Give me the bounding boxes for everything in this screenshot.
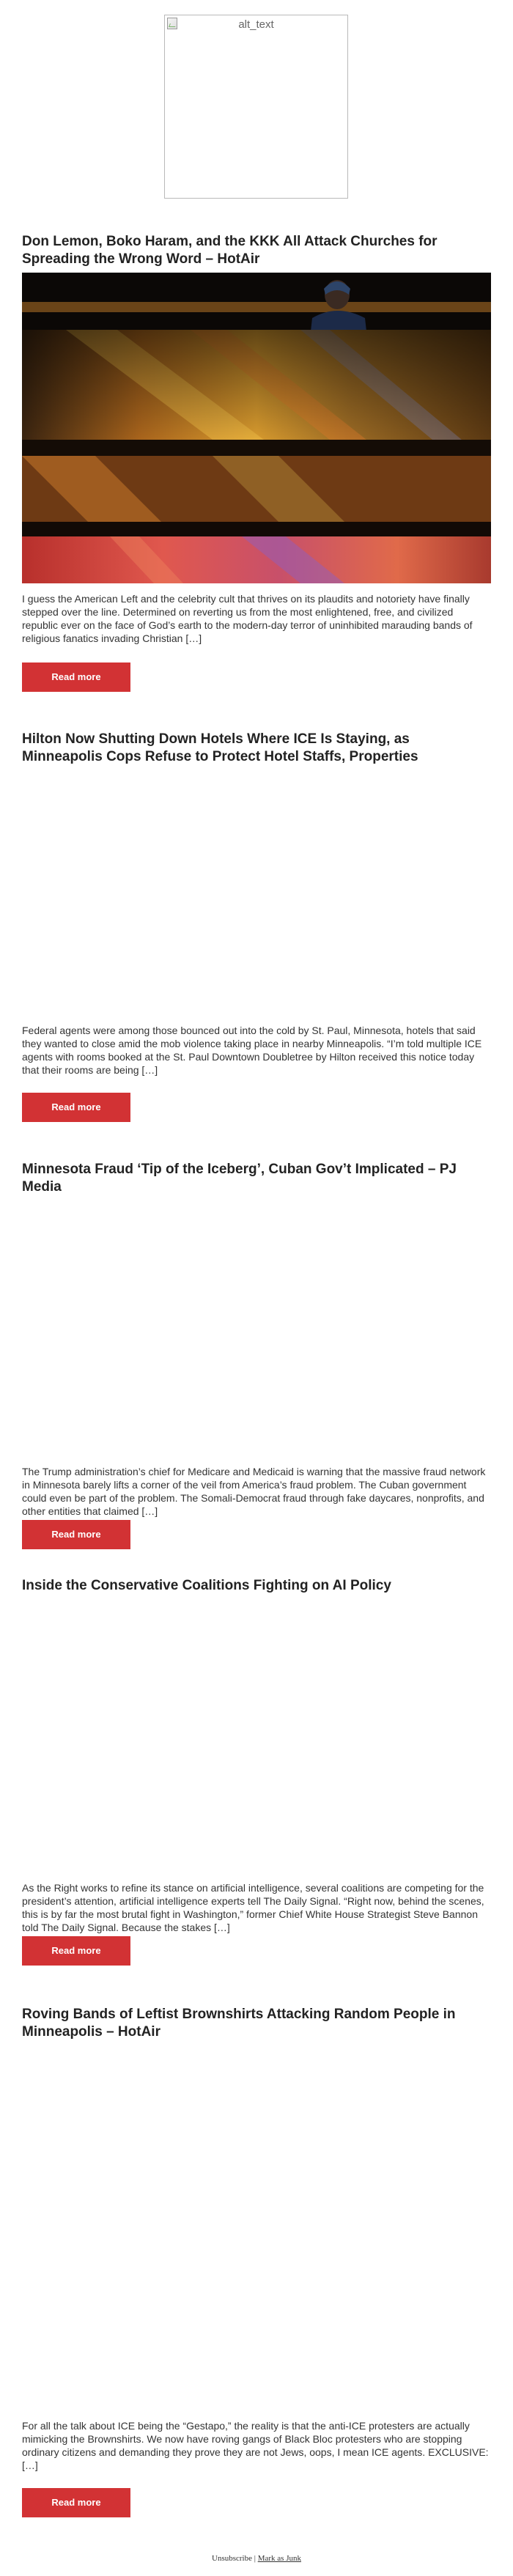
church-pews-stained-glass-illustration: [22, 273, 491, 583]
footer-separator: |: [254, 2554, 256, 2563]
article-excerpt: I guess the American Left and the celebrity cult that thrives on its plaudits and notoriety have finally stepped over the line. Determined on reverting us from the most enlightened, free, and civilized republic ever on the face of God’s earth to the modern-day terror of uninhibited marauding bands of religious fanatics invading Christian […]: [22, 593, 473, 644]
article-image-placeholder[interactable]: [22, 1186, 491, 1496]
footer: [0, 2554, 513, 2563]
article-excerpt: Federal agents were among those bounced out into the cold by St. Paul, Minnesota, hotels that said they wanted to close amid the mob violence taking place in nearby Minneapolis. “I’m told multiple ICE agents with rooms booked at the St. Paul Downtown Doubletree by Hilton received this notice today that their rooms are being […]: [22, 1025, 482, 1076]
article-card: [22, 1577, 491, 1956]
article-card: [22, 731, 491, 1112]
read-more-button[interactable]: Read more: [22, 1093, 130, 1122]
article-card: [22, 1161, 491, 1540]
article-excerpt: As the Right works to refine its stance on artificial intelligence, several coalitions are competing for the president’s attention, artificial intelligence experts tell The Daily Signal. “Right now, behind the scenes, this is by far the most brutal fight in Washington,” former Chief White House Strategist Steve Bannon told The Daily Signal. Because the stakes […]: [22, 1882, 484, 1933]
article-title[interactable]: Hilton Now Shutting Down Hotels Where ICE Is Staying, as Minneapolis Cops Refuse to Protect Hotel Staffs, Properties: [22, 731, 418, 764]
article-image-placeholder[interactable]: [22, 1602, 491, 1913]
article-title[interactable]: Inside the Conservative Coalitions Fighting on AI Policy: [22, 1578, 391, 1593]
article-excerpt: The Trump administration’s chief for Medicare and Medicaid is warning that the massive fraud network in Minnesota barely lifts a corner of the veil from America’s fraud problem. The Cuban government could even be part of the problem. The Somali-Democrat fraud through fake daycares, nonprofits, and other entities that claimed […]: [22, 1466, 486, 1517]
logo-alt-text: alt_text: [238, 18, 274, 31]
mark-as-junk-link[interactable]: Mark as Junk: [257, 2554, 301, 2563]
read-more-button[interactable]: Read more: [22, 1520, 130, 1549]
article-title[interactable]: Minnesota Fraud ‘Tip of the Iceberg’, Cuban Gov’t Implicated – PJ Media: [22, 1162, 457, 1195]
read-more-button[interactable]: Read more: [22, 2488, 130, 2517]
article-image[interactable]: [22, 273, 491, 583]
article-title[interactable]: Don Lemon, Boko Haram, and the KKK All Attack Churches for Spreading the Wrong Word – HotAir: [22, 234, 438, 267]
article-card: [22, 233, 491, 682]
read-more-button[interactable]: Read more: [22, 1936, 130, 1966]
article-card: [22, 2006, 491, 2508]
article-image-placeholder[interactable]: [22, 2045, 491, 2356]
article-excerpt: For all the talk about ICE being the “Gestapo,” the reality is that the anti-ICE protesters are actually mimicking the Brownshirts. We now have roving gangs of Black Bloc protesters who are stopping ordinary citizens and demanding they prove they are not Jews, oops, I mean ICE agents. EXCLUSIVE: […]: [22, 2420, 489, 2471]
read-more-button[interactable]: Read more: [22, 663, 130, 692]
header-logo-image: [164, 15, 348, 199]
article-title[interactable]: Roving Bands of Leftist Brownshirts Attacking Random People in Minneapolis – HotAir: [22, 2007, 456, 2040]
unsubscribe-link[interactable]: Unsubscribe: [212, 2554, 252, 2563]
